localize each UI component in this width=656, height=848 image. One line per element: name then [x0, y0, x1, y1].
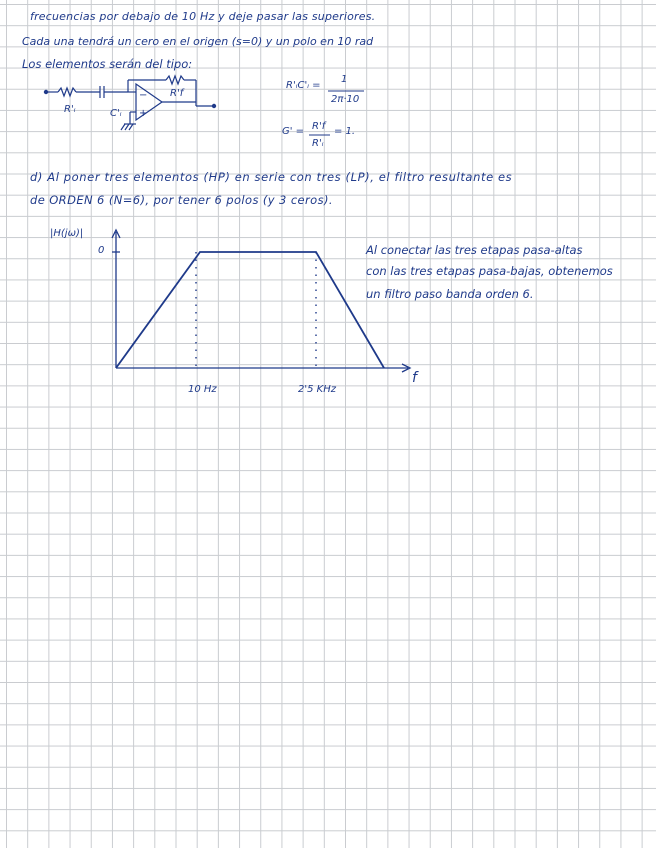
circuit-diagram [44, 76, 215, 130]
note-line-3: un filtro paso banda orden 6. [366, 287, 534, 301]
opamp-plus: + [139, 108, 148, 119]
circuit-ri-label: R'ᵢ [64, 104, 76, 115]
response-curve [116, 252, 384, 368]
circuit-ci-label: C'ᵢ [110, 108, 122, 119]
text-line-3: Los elementos serán del tipo: [22, 57, 193, 71]
note-line-2: con las tres etapas pasa-bajas, obtenemos [366, 264, 613, 278]
eq2-numerator: R'f [312, 121, 326, 132]
y-tick-label: 0 [98, 245, 105, 256]
x-axis-label: f [412, 370, 417, 386]
text-line-1: frecuencias por debajo de 10 Hz y deje pasar las superiores. [30, 10, 376, 23]
eq2-denominator: R'ᵢ [312, 138, 324, 149]
section-d-line-2: de ORDEN 6 (N=6), por tener 6 polos (y 3 ceros). [30, 193, 333, 207]
eq2-rhs: = 1. [334, 126, 356, 137]
eq1-numerator: 1 [341, 74, 348, 85]
y-axis-label: |H(jω)| [50, 228, 84, 239]
x-tick-label-low: 10 Hz [188, 384, 217, 395]
note-line-1: Al conectar las tres etapas pasa-altas [366, 243, 583, 257]
text-line-2: Cada una tendrá un cero en el origen (s=0) y un polo en 10 rad [22, 35, 374, 48]
eq1-denominator: 2π·10 [331, 94, 360, 105]
eq2-lhs: G' = [282, 126, 305, 137]
eq1-lhs: R'ᵢC'ᵢ = [286, 80, 321, 91]
circuit-rf-label: R'f [170, 88, 184, 99]
opamp-minus: − [139, 90, 148, 101]
section-d-line-1: d) Al poner tres elementos (HP) en serie con tres (LP), el filtro resultante es [30, 170, 513, 184]
x-tick-label-high: 2'5 KHz [298, 384, 336, 395]
